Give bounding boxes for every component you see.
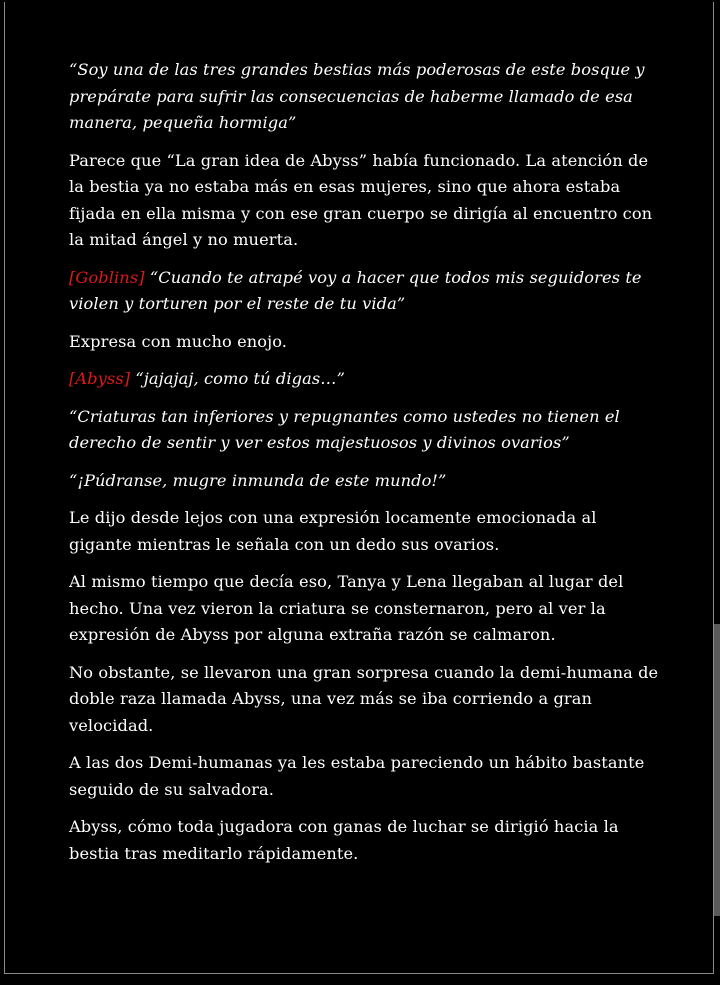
paragraph <box>69 404 659 457</box>
chapter-text <box>69 57 659 878</box>
paragraph <box>69 57 659 137</box>
paragraph-text: A las dos Demi-humanas ya les estaba pareciendo un hábito bastante seguido de su salvadora. <box>69 753 645 799</box>
paragraph-text: No obstante, se llevaron una gran sorpresa cuando la demi-humana de doble raza llamada Abyss, una vez más se iba corriendo a gran velocidad. <box>69 662 659 735</box>
paragraph-text: “Cuando te atrapé voy a hacer que todos mis seguidores te violen y torturen por el reste de tu vida” <box>69 267 642 313</box>
paragraph-text: “Soy una de las tres grandes bestias más poderosas de este bosque y prepárate para sufrir las consecuencias de haberme llamado de esa manera, pequeña hormiga” <box>69 60 645 132</box>
paragraph <box>69 750 659 803</box>
dialogue-paragraph <box>69 265 659 318</box>
paragraph-text: Parece que “La gran idea de Abyss” había funcionado. La atención de la bestia ya no estaba más en esas mujeres, sino que ahora estaba fijada en ella misma y con ese gran cuerpo se dirigía al encuentro con la mitad ángel y no muerta. <box>69 150 653 249</box>
speaker-tag: [Abyss] <box>69 369 131 388</box>
paragraph-text: Abyss, cómo toda jugadora con ganas de luchar se dirigió hacia la bestia tras meditarlo rápidamente. <box>69 817 619 863</box>
paragraph <box>69 148 659 254</box>
paragraph-text: Al mismo tiempo que decía eso, Tanya y Lena llegaban al lugar del hecho. Una vez vieron la criatura se consternaron, pero al ver la expresión de Abyss por alguna extraña razón se calmaron. <box>69 572 624 644</box>
paragraph-text: “jajajaj, como tú digas…” <box>135 369 345 388</box>
dialogue-paragraph <box>69 366 659 393</box>
paragraph <box>69 660 659 740</box>
paragraph-text: “Criaturas tan inferiores y repugnantes como ustedes no tienen el derecho de sentir y ver estos majestuosos y divinos ovarios” <box>69 406 620 452</box>
paragraph <box>69 569 659 649</box>
paragraph <box>69 329 659 356</box>
scrollbar-thumb[interactable] <box>714 624 720 916</box>
paragraph <box>69 505 659 558</box>
vertical-scrollbar[interactable] <box>714 0 720 985</box>
paragraph-text: “¡Púdranse, mugre inmunda de este mundo!” <box>69 470 447 490</box>
speaker-tag: [Goblins] <box>69 267 145 287</box>
paragraph <box>69 814 659 867</box>
paragraph-text: Expresa con mucho enojo. <box>69 331 288 351</box>
paragraph-text: Le dijo desde lejos con una expresión locamente emocionada al gigante mientras le señala con un dedo sus ovarios. <box>69 508 597 554</box>
paragraph <box>69 468 659 495</box>
